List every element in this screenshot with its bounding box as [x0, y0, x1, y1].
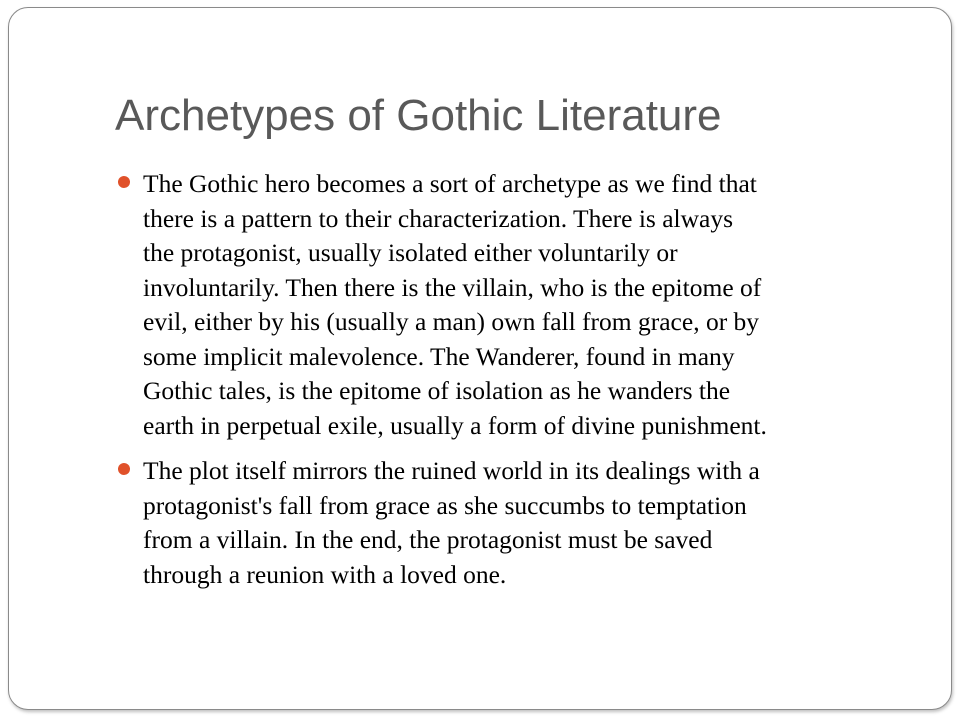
- bullet-1-line-2: there is a pattern to their characterization. There is always: [143, 203, 734, 233]
- bullet-2-line-4: through a reunion with a loved one.: [143, 559, 507, 589]
- bullet-dot-icon: [118, 176, 130, 188]
- bullet-2-line-2: protagonist's fall from grace as she succumbs to temptation: [143, 490, 747, 520]
- bullet-item-2: [118, 454, 938, 592]
- bullet-2-line-1: The plot itself mirrors the ruined world in its dealings with a: [143, 456, 760, 485]
- slide-title: Archetypes of Gothic Literature: [115, 91, 722, 140]
- bullet-1-line-5: evil, either by his (usually a man) own fall from grace, or by: [143, 307, 760, 336]
- bullet-list: [118, 167, 938, 603]
- bullet-2-line-3: from a villain. In the end, the protagonist must be saved: [143, 525, 713, 554]
- bullet-dot-icon: [118, 463, 130, 475]
- slide-frame: [8, 7, 952, 710]
- bullet-1-line-7: Gothic tales, is the epitome of isolation as he wanders the: [143, 376, 731, 405]
- bullet-1-line-8: earth in perpetual exile, usually a form of divine punishment.: [143, 410, 767, 440]
- bullet-1-line-1: The Gothic hero becomes a sort of archetype as we find that: [143, 169, 757, 198]
- bullet-1-line-3: the protagonist, usually isolated either voluntarily or: [143, 238, 678, 267]
- bullet-item-1: [118, 167, 938, 443]
- bullet-1-line-6: some implicit malevolence. The Wanderer, found in many: [143, 341, 735, 371]
- bullet-1-line-4: involuntarily. Then there is the villain, who is the epitome of: [143, 272, 762, 302]
